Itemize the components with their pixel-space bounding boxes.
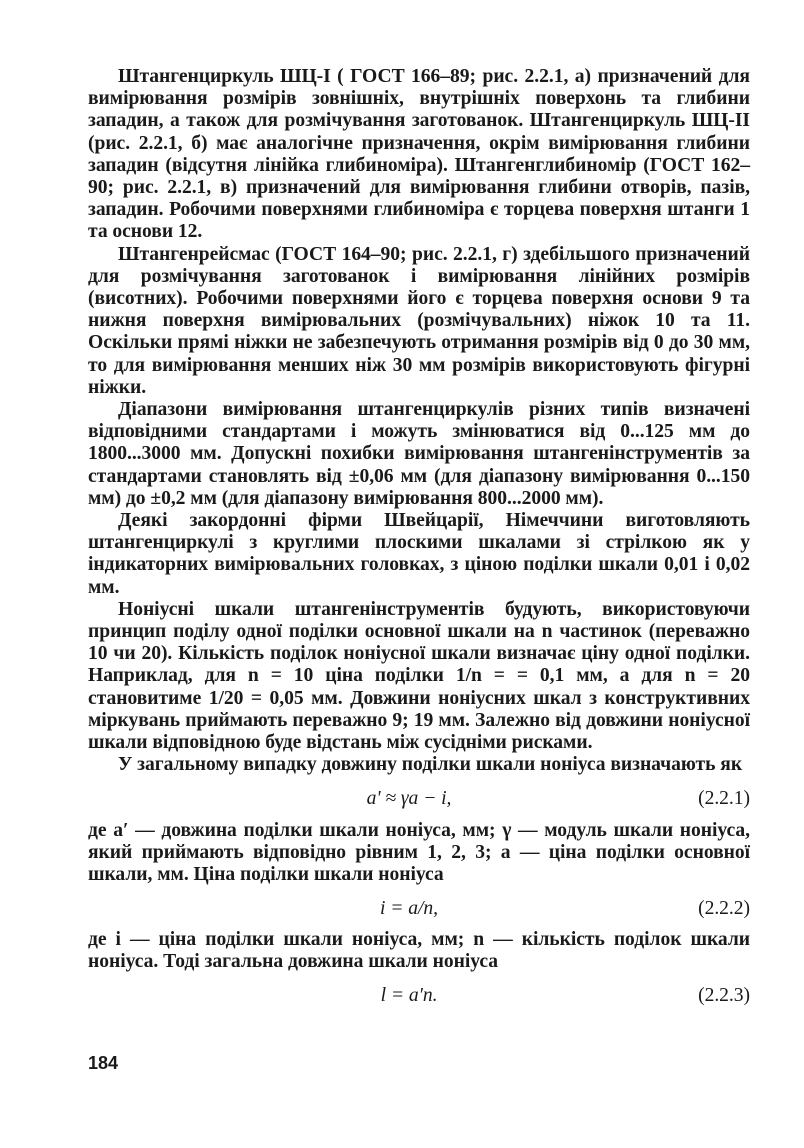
formula-1-explanation: де a′ — довжина поділки шкали ноніуса, мм; γ — модуль шкали ноніуса, який приймають відповідно рівним 1, 2, 3; a — ціна поділки основної шкали, мм. Ціна поділки шкали ноніуса bbox=[88, 819, 750, 885]
formula-expression: l = a′n. bbox=[380, 985, 438, 1007]
formula-2-2-2 bbox=[88, 894, 750, 924]
paragraph-height-gauge: Штангенрейсмас (ГОСТ 164–90; рис. 2.2.1, г) здебільшого призначений для розмічування заготованок і вимірювання лінійних розмірів (висотних). Робочими поверхнями його є торцева поверхня основи 9 та нижня поверхня вимірювальних (розмічувальних) ніжок 10 та 11. Оскільки прямі ніжки не забезпечують отримання розмірів від 0 до 30 мм, то для вимірювання менших ніж 30 мм розмірів використовують фігурні ніжки. bbox=[88, 243, 750, 398]
formula-2-2-3 bbox=[88, 982, 750, 1012]
paragraph-calipers: Штангенциркуль ШЦ-I ( ГОСТ 166–89; рис. 2.2.1, а) призначений для вимірювання розмірів зовнішніх, внутрішніх поверхонь та глибини западин, а також для розмічування заготованок. Штангенциркуль ШЦ-II (рис. 2.2.1, б) має аналогічне призначення, окрім вимірювання глибини западин (відсутня лінійка глибиноміра). Штангенглибиномір (ГОСТ 162–90; рис. 2.2.1, в) призначений для вимірювання глибини отворів, пазів, западин. Робочими поверхнями глибиноміра є торцева поверхня штанги 1 та основи 12. bbox=[88, 66, 750, 243]
paragraph-foreign-firms: Деякі закордонні фірми Швейцарії, Німеччини виготовляють штангенциркулі з круглими плоскими шкалами зі стрілкою як у індикаторних вимірювальних головках, з ціною поділки шкали 0,01 і 0,02 мм. bbox=[88, 510, 750, 598]
paragraph-general-case: У загальному випадку довжину поділки шкали ноніуса визначають як bbox=[118, 754, 743, 776]
formula-number: (2.2.3) bbox=[698, 985, 750, 1007]
formula-expression: i = a/n, bbox=[380, 898, 438, 919]
paragraph-ranges: Діапазони вимірювання штангенциркулів різних типів визначені відповідними стандартами і можуть змінюватися від 0...125 мм до 1800...3000 мм. Допускні похибки вимірювання штангенінструментів за стандартами становлять від ±0,06 мм (для діапазону вимірювання 0...150 мм) до ±0,2 мм (для діапазону вимірювання 800...2000 мм). bbox=[88, 399, 750, 509]
body-text bbox=[88, 66, 750, 1017]
formula-number: (2.2.2) bbox=[698, 898, 750, 919]
formula-2-2-1 bbox=[88, 785, 750, 815]
formula-expression: a' ≈ γa − i, bbox=[366, 788, 452, 810]
paragraph-vernier-scales: Ноніусні шкали штангенінструментів будують, використовуючи принцип поділу одної поділки основної шкали на n частинок (переважно 10 чи 20). Кількість поділок ноніусної шкали визначає ціну одної поділки. Наприклад, для n = 10 ціна поділки 1/n = = 0,1 мм, а для n = 20 становитиме 1/20 = 0,05 мм. Довжини ноніусних шкал з конструктивних міркувань приймають переважно 9; 19 мм. Залежно від довжини ноніусної шкали відповідною буде відстань між сусідніми рисками. bbox=[88, 598, 750, 754]
page-number: 184 bbox=[88, 1053, 119, 1073]
formula-2-explanation: де i — ціна поділки шкали ноніуса, мм; n — кількість поділок шкали ноніуса. Тоді загальна довжина шкали ноніуса bbox=[88, 929, 750, 973]
formula-number: (2.2.1) bbox=[698, 788, 750, 810]
